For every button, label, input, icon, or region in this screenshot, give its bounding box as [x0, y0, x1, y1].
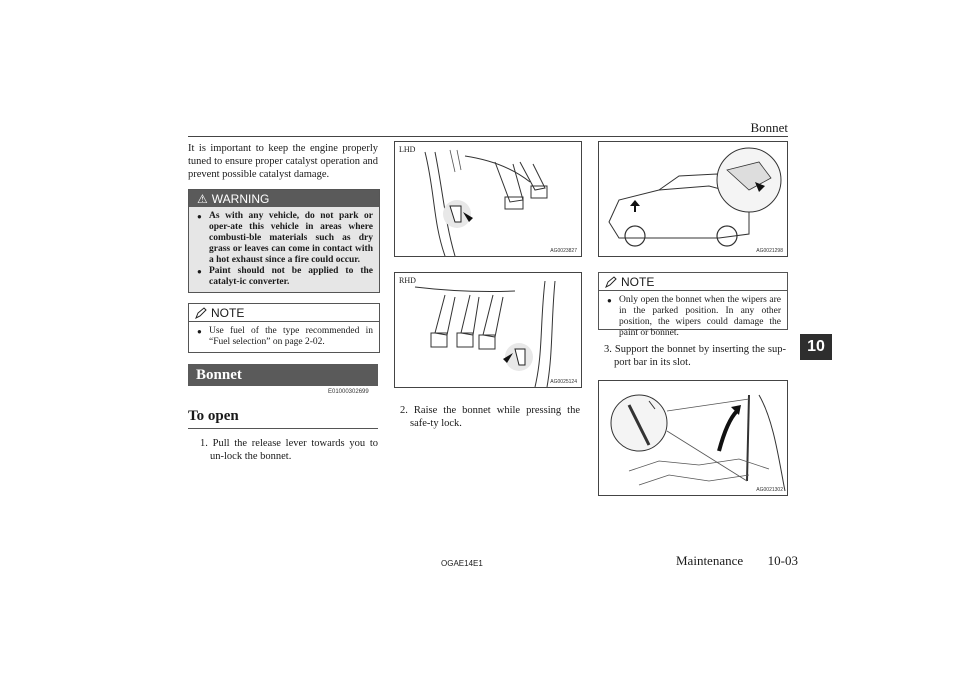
subsection-title: To open — [188, 408, 239, 424]
note-box-fuel — [188, 303, 380, 353]
footer-section: Maintenance — [676, 553, 744, 568]
figure-rhd — [394, 272, 582, 388]
lhd-pedals-illustration — [395, 142, 581, 256]
section-code: E01000302699 — [328, 389, 369, 395]
footer-page-number: 10-03 — [767, 553, 798, 568]
step-1: 1. Pull the release lever towards you to un-lock the bonnet. — [200, 438, 378, 462]
section-title-bar — [188, 364, 378, 386]
warning-list — [197, 211, 373, 288]
figure-support-bar — [598, 380, 788, 496]
figure-code: AG0021298 — [756, 248, 783, 254]
section-title: Bonnet — [196, 366, 242, 383]
footer-code: OGAE14E1 — [441, 559, 483, 568]
warning-box — [188, 189, 380, 293]
chapter-tab: 10 — [800, 334, 832, 360]
figure-code: AG0025124 — [550, 379, 577, 385]
note-list — [197, 326, 373, 348]
note-pencil-icon — [605, 276, 617, 288]
figure-car — [598, 141, 788, 257]
rhd-pedals-illustration — [395, 273, 581, 387]
figure-label: LHD — [399, 145, 416, 154]
note-pencil-icon — [195, 307, 207, 319]
note-box-wipers — [598, 272, 788, 338]
figure-lhd — [394, 141, 582, 257]
running-header: Bonnet — [750, 120, 788, 135]
note-item: ● Only open the bonnet when the wipers are in the parked position. In any other position, the wipers could damage the paint or bonnet. — [607, 295, 781, 339]
car-bonnet-illustration — [599, 142, 787, 256]
step-2: 2. Raise the bonnet while pressing the safe-ty lock. — [400, 405, 580, 429]
warning-triangle-icon: ⚠ — [197, 191, 208, 206]
warning-item: ● As with any vehicle, do not park or oper-ate this vehicle in areas where combusti-ble materials such as dry grass or leaves can come in contact with a hot exhaust since a fire could occur. — [197, 211, 373, 266]
figure-code: AG0021302 — [756, 487, 783, 493]
note-header — [189, 304, 379, 322]
figure-code: AG0023827 — [550, 248, 577, 254]
warning-header — [189, 190, 379, 207]
note-header — [599, 273, 787, 291]
header-rule — [188, 136, 788, 137]
support-bar-illustration — [599, 381, 787, 495]
note-label: NOTE — [211, 305, 245, 320]
note-list — [607, 295, 781, 339]
note-item: ● Use fuel of the type recommended in “Fuel selection” on page 2-02. — [197, 326, 373, 348]
intro-paragraph: It is important to keep the engine properly tuned to ensure proper catalyst operation and prevent possible catalyst damage. — [188, 143, 378, 180]
figure-label: RHD — [399, 276, 416, 285]
warning-label: WARNING — [211, 191, 270, 206]
step-3: 3. Support the bonnet by inserting the sup-port bar in its slot. — [604, 344, 786, 368]
note-label: NOTE — [621, 274, 655, 289]
warning-item: ● Paint should not be applied to the catalyt-ic converter. — [197, 266, 373, 288]
footer-page — [676, 553, 798, 569]
subsection-rule — [188, 428, 378, 429]
